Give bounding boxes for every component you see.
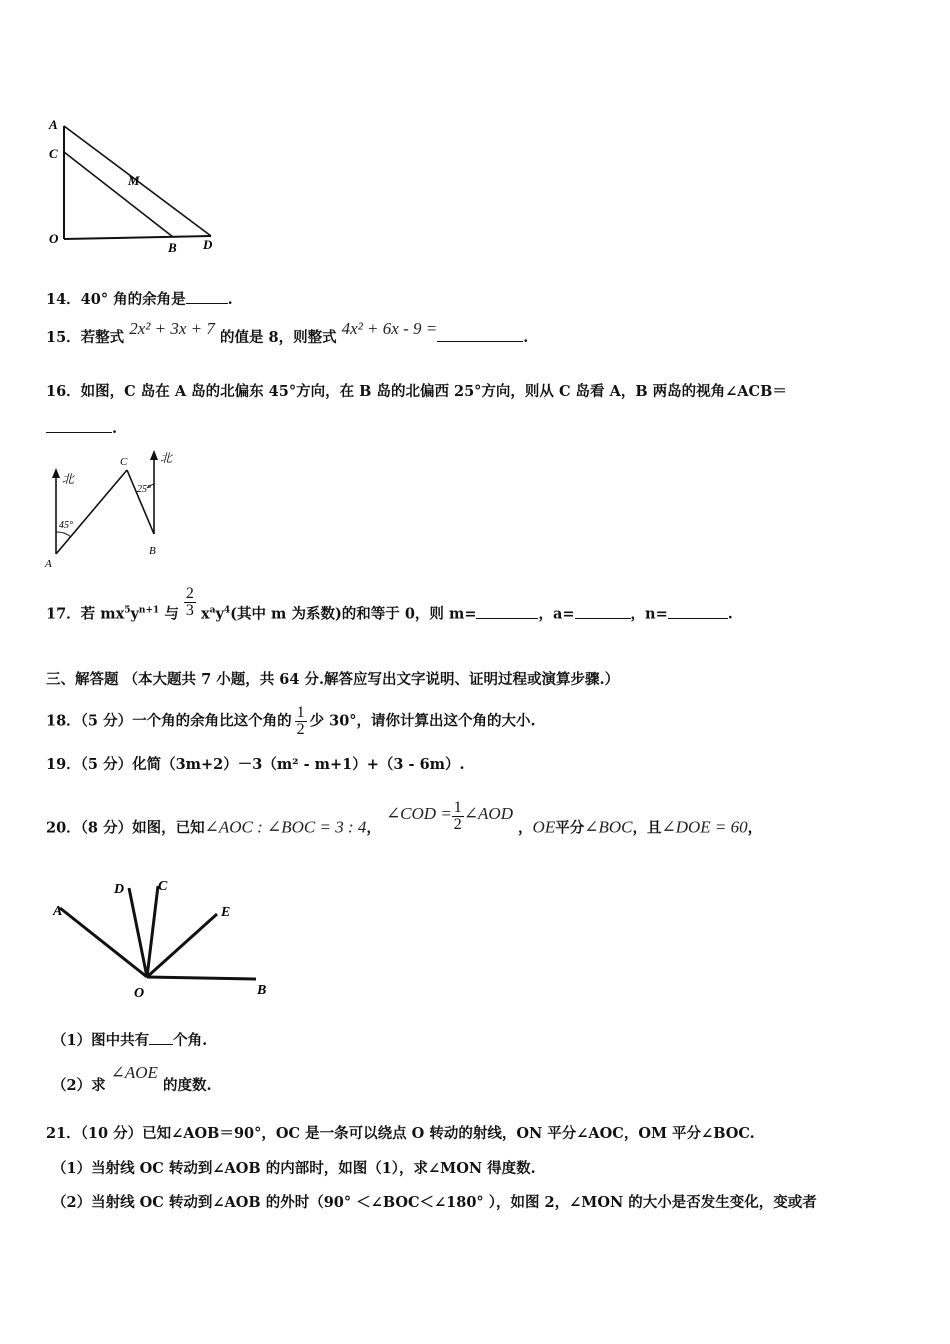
- variable-x: x: [195, 605, 210, 623]
- label-A: A: [53, 904, 63, 919]
- question-16-answer-line: [46, 418, 117, 437]
- answer-blank-a[interactable]: [575, 604, 631, 619]
- exponent: a: [209, 605, 216, 616]
- fraction-denominator: 2: [453, 816, 462, 833]
- oe-ray: OE: [532, 817, 556, 837]
- variable-y: y: [215, 605, 224, 623]
- question-16-text: 16．如图，C 岛在 A 岛的北偏东 45°方向，在 B 岛的北偏西 25°方向，则从 C 岛看 A，B 两岛的视角∠ACB＝: [46, 383, 787, 400]
- question-20-end: ，: [747, 819, 763, 837]
- north-label-1: 北: [62, 472, 75, 486]
- angle-label-25: 25°: [137, 484, 151, 495]
- north-label-2: 北: [160, 451, 173, 465]
- answer-blank[interactable]: [46, 418, 112, 433]
- question-20-part-2: [52, 1063, 212, 1095]
- label-O: O: [134, 986, 145, 1001]
- label-M: M: [128, 173, 140, 188]
- part-1-text: （1）图中共有: [52, 1032, 150, 1049]
- fraction-two-thirds: [184, 586, 196, 619]
- label-D: D: [114, 882, 125, 897]
- question-14-text: 14．40° 角的余角是: [46, 291, 186, 308]
- fraction-numerator: 1: [296, 704, 305, 721]
- label-B: B: [168, 240, 177, 255]
- fraction-one-half: [452, 800, 464, 833]
- figure-16-diagram: [40, 446, 190, 571]
- expression-2: 4x² + 6x - 9 =: [341, 319, 438, 338]
- fraction-denominator: 3: [185, 602, 194, 619]
- question-17: [46, 585, 733, 631]
- fraction-numerator: 2: [185, 585, 194, 602]
- question-20-part-1: [52, 1029, 207, 1050]
- question-21: 21．（10 分）已知∠AOB＝90°，OC 是一条可以绕点 O 转动的射线，ON 平分∠AOC，OM 平分∠BOC.: [46, 1125, 755, 1142]
- label-C: C: [49, 146, 58, 161]
- question-14: [46, 288, 233, 309]
- question-15: [46, 319, 529, 347]
- angle-arc-a: [56, 532, 71, 537]
- question-17-end: .: [727, 605, 733, 623]
- cod-expression: ∠COD =: [385, 803, 452, 823]
- part-2-suffix: 的度数.: [163, 1077, 212, 1094]
- ray-OC: [147, 886, 158, 977]
- label-E: E: [221, 905, 231, 920]
- fraction-one-half: [295, 705, 307, 738]
- exponent: n+1: [138, 605, 160, 616]
- label-D: D: [203, 237, 213, 252]
- arrow-head-icon: [150, 450, 158, 460]
- question-20-prefix: 20．（8 分）如图，已知: [46, 819, 205, 837]
- ray-OB: [147, 977, 256, 979]
- doe-expression: ∠DOE = 60: [661, 817, 748, 837]
- fraction-numerator: 1: [453, 799, 462, 816]
- label-a: ，a=: [538, 605, 575, 623]
- question-17-prefix: 17．若 mx: [46, 605, 125, 623]
- question-15-prefix: 15．若整式: [46, 329, 125, 346]
- boc-angle: ∠BOC: [584, 817, 633, 837]
- arrow-head-icon: [52, 468, 60, 478]
- exponent: 5: [124, 605, 131, 616]
- comma: ，: [366, 819, 381, 837]
- question-17-rest: (其中 m 为系数)的和等于 0，则 m=: [230, 605, 477, 623]
- section-3-heading: 三、解答题 （本大题共 7 小题，共 64 分.解答应写出文字说明、证明过程或演算步骤.）: [46, 671, 620, 688]
- question-15-mid: 的值是 8，则整式: [219, 329, 337, 346]
- ratio-expression: ∠AOC : ∠BOC = 3 : 4: [204, 817, 367, 837]
- label-A: A: [45, 558, 52, 570]
- label-C: C: [120, 456, 128, 468]
- comma: ，: [518, 819, 533, 837]
- angle-label-45: 45°: [59, 520, 73, 531]
- question-18-prefix: 18．（5 分）一个角的余角比这个角的: [46, 712, 292, 730]
- question-21-part-1: （1）当射线 OC 转动到∠AOB 的内部时，如图（1），求∠MON 得度数.: [52, 1160, 536, 1177]
- aoe-angle: ∠AOE: [110, 1063, 158, 1082]
- figure-13-diagram: [40, 112, 230, 257]
- line-CB: [127, 470, 154, 534]
- label-A: A: [49, 117, 58, 132]
- answer-blank-m[interactable]: [476, 604, 538, 619]
- and-text: ，且: [632, 819, 662, 837]
- figure-20-diagram: [45, 872, 285, 1007]
- question-16: [46, 380, 787, 401]
- answer-blank-n[interactable]: [668, 604, 728, 619]
- ray-OE: [147, 914, 217, 977]
- fraction-denominator: 2: [296, 721, 305, 738]
- question-17-mid: 与: [159, 605, 184, 623]
- label-n: ，n=: [630, 605, 668, 623]
- question-21-part-2: （2）当射线 OC 转动到∠AOB 的外时（90° ＜∠BOC＜∠180° ），如图 2，∠MON 的大小是否发生变化，变或者: [52, 1194, 817, 1211]
- question-18: [46, 705, 536, 738]
- label-B: B: [149, 545, 156, 557]
- label-C: C: [158, 879, 168, 894]
- answer-blank[interactable]: [149, 1030, 173, 1045]
- label-O: O: [49, 231, 59, 246]
- part-2-prefix: （2）求: [52, 1077, 106, 1094]
- question-16-end: .: [112, 420, 118, 437]
- label-B: B: [257, 983, 267, 998]
- bisect-text: 平分: [555, 819, 585, 837]
- question-15-end: .: [523, 329, 529, 346]
- answer-blank[interactable]: [186, 289, 228, 304]
- question-18-suffix: 少 30°，请你计算出这个角的大小.: [309, 712, 536, 730]
- expression-1: 2x² + 3x + 7: [129, 319, 215, 338]
- question-14-end: .: [227, 291, 233, 308]
- variable-y: y: [130, 605, 139, 623]
- answer-blank[interactable]: [437, 327, 523, 342]
- aod-expression: ∠AOD: [463, 803, 513, 823]
- part-1-suffix: 个角.: [173, 1032, 208, 1049]
- exponent: 4: [223, 605, 231, 616]
- question-20: [46, 799, 763, 845]
- question-19: 19．（5 分）化简（3m+2）－3（m² - m+1）+（3 - 6m）.: [46, 756, 465, 773]
- line-OD: [64, 236, 211, 239]
